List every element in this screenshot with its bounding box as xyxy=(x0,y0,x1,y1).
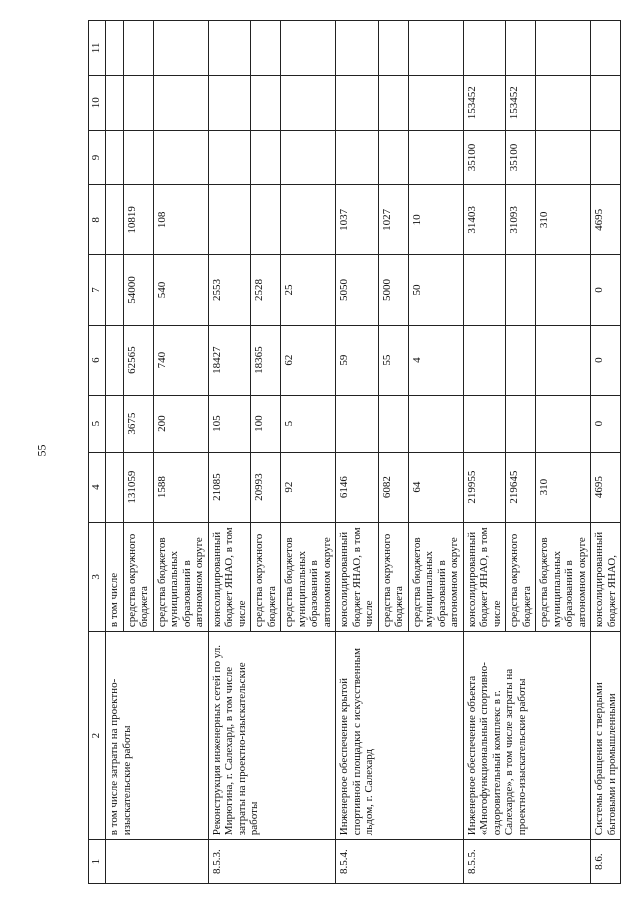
value-cell xyxy=(208,185,251,255)
value-cell: 4695 xyxy=(591,452,621,522)
value-cell xyxy=(208,21,251,76)
value-cell xyxy=(378,75,408,130)
value-cell xyxy=(208,130,251,185)
value-cell: 18365 xyxy=(251,325,281,395)
value-cell xyxy=(106,185,124,255)
funding-source: средства окружного бюджета xyxy=(506,522,536,632)
value-cell: 200 xyxy=(153,395,208,452)
value-cell: 3675 xyxy=(123,395,153,452)
funding-source: средства окружного бюджета xyxy=(378,522,408,632)
value-cell: 100 xyxy=(251,395,281,452)
value-cell: 18427 xyxy=(208,325,251,395)
value-cell xyxy=(506,21,536,76)
column-header-2: 2 xyxy=(89,632,106,840)
value-cell: 92 xyxy=(281,452,336,522)
value-cell: 0 xyxy=(591,255,621,325)
value-cell xyxy=(408,130,463,185)
item-number: 8.5.5. xyxy=(463,840,591,884)
value-cell xyxy=(336,395,379,452)
value-cell: 10819 xyxy=(123,185,153,255)
value-cell: 64 xyxy=(408,452,463,522)
value-cell xyxy=(251,185,281,255)
value-cell xyxy=(123,21,153,76)
column-header-4: 4 xyxy=(89,452,106,522)
item-number: 8.6. xyxy=(591,840,621,884)
value-cell xyxy=(536,75,591,130)
value-cell: 0 xyxy=(591,325,621,395)
column-header-10: 10 xyxy=(89,75,106,130)
value-cell xyxy=(536,255,591,325)
value-cell: 219645 xyxy=(506,452,536,522)
value-cell xyxy=(106,395,124,452)
value-cell: 4 xyxy=(408,325,463,395)
value-cell xyxy=(106,21,124,76)
value-cell xyxy=(378,395,408,452)
value-cell xyxy=(536,325,591,395)
funding-source: консолидированный бюджет ЯНАО, xyxy=(591,522,621,632)
value-cell xyxy=(378,130,408,185)
value-cell xyxy=(123,75,153,130)
value-cell xyxy=(408,395,463,452)
funding-source: средства бюджетов муниципальных образований в автономном округе xyxy=(281,522,336,632)
column-header-3: 3 xyxy=(89,522,106,632)
value-cell: 131059 xyxy=(123,452,153,522)
funding-source: средства окружного бюджета xyxy=(251,522,281,632)
value-cell: 5 xyxy=(281,395,336,452)
column-header-8: 8 xyxy=(89,185,106,255)
value-cell xyxy=(506,395,536,452)
value-cell: 5000 xyxy=(378,255,408,325)
item-name: в том числе затраты на проектно-изыскательские работы xyxy=(106,632,209,840)
value-cell: 54000 xyxy=(123,255,153,325)
item-name: Системы обращения с твердыми бытовыми и промышленными xyxy=(591,632,621,840)
value-cell xyxy=(106,325,124,395)
funding-source: консолидированный бюджет ЯНАО, в том числе xyxy=(463,522,506,632)
value-cell xyxy=(106,75,124,130)
column-header-9: 9 xyxy=(89,130,106,185)
value-cell xyxy=(408,75,463,130)
value-cell: 62 xyxy=(281,325,336,395)
value-cell: 10 xyxy=(408,185,463,255)
value-cell: 1027 xyxy=(378,185,408,255)
table-row xyxy=(336,21,379,884)
value-cell xyxy=(153,21,208,76)
value-cell: 55 xyxy=(378,325,408,395)
value-cell: 219955 xyxy=(463,452,506,522)
value-cell xyxy=(251,75,281,130)
value-cell xyxy=(591,21,621,76)
value-cell: 2553 xyxy=(208,255,251,325)
value-cell xyxy=(536,395,591,452)
column-header-5: 5 xyxy=(89,395,106,452)
rotated-table-container xyxy=(88,20,618,884)
column-header-6: 6 xyxy=(89,325,106,395)
value-cell: 5050 xyxy=(336,255,379,325)
value-cell: 540 xyxy=(153,255,208,325)
value-cell: 59 xyxy=(336,325,379,395)
value-cell xyxy=(506,325,536,395)
funding-source: консолидированный бюджет ЯНАО, в том числе xyxy=(336,522,379,632)
value-cell: 31403 xyxy=(463,185,506,255)
value-cell xyxy=(408,21,463,76)
value-cell: 6082 xyxy=(378,452,408,522)
value-cell: 6146 xyxy=(336,452,379,522)
value-cell xyxy=(106,452,124,522)
value-cell xyxy=(251,21,281,76)
value-cell xyxy=(123,130,153,185)
header-row xyxy=(89,21,106,884)
funding-source: средства бюджетов муниципальных образований в автономном округе xyxy=(408,522,463,632)
value-cell: 310 xyxy=(536,185,591,255)
value-cell: 35100 xyxy=(506,130,536,185)
value-cell xyxy=(336,21,379,76)
item-name: Инженерное обеспечение объекта «Многофункциональный спортивно-оздоровительный комплекс в г. Салехарде», в том числе затраты на проектно-изыскательские работы xyxy=(463,632,591,840)
value-cell: 20993 xyxy=(251,452,281,522)
value-cell xyxy=(281,130,336,185)
item-number: 8.5.3. xyxy=(208,840,336,884)
value-cell: 108 xyxy=(153,185,208,255)
value-cell xyxy=(378,21,408,76)
value-cell xyxy=(463,21,506,76)
funding-source: консолидированный бюджет ЯНАО, в том числе xyxy=(208,522,251,632)
funding-source: в том числе xyxy=(106,522,124,632)
table-row xyxy=(591,21,621,884)
value-cell: 0 xyxy=(591,395,621,452)
page-number: 55 xyxy=(34,444,49,457)
funding-source: средства бюджетов муниципальных образований в автономном округе xyxy=(536,522,591,632)
value-cell: 2528 xyxy=(251,255,281,325)
value-cell: 35100 xyxy=(463,130,506,185)
value-cell: 4695 xyxy=(591,185,621,255)
value-cell: 1037 xyxy=(336,185,379,255)
table-row xyxy=(106,21,124,884)
value-cell: 25 xyxy=(281,255,336,325)
value-cell xyxy=(506,255,536,325)
value-cell: 105 xyxy=(208,395,251,452)
value-cell: 740 xyxy=(153,325,208,395)
value-cell: 62565 xyxy=(123,325,153,395)
value-cell: 50 xyxy=(408,255,463,325)
value-cell xyxy=(463,255,506,325)
value-cell: 153452 xyxy=(463,75,506,130)
value-cell xyxy=(336,75,379,130)
value-cell: 310 xyxy=(536,452,591,522)
budget-table xyxy=(88,20,621,884)
value-cell xyxy=(106,130,124,185)
value-cell xyxy=(281,185,336,255)
column-header-11: 11 xyxy=(89,21,106,76)
value-cell: 21085 xyxy=(208,452,251,522)
item-name: Реконструкция инженерных сетей по ул. Мирюгина, г. Салехард, в том числе затраты на проектно-изыскательские работы xyxy=(208,632,336,840)
value-cell xyxy=(153,130,208,185)
value-cell xyxy=(251,130,281,185)
column-header-7: 7 xyxy=(89,255,106,325)
value-cell: 1588 xyxy=(153,452,208,522)
value-cell xyxy=(208,75,251,130)
value-cell xyxy=(463,395,506,452)
value-cell xyxy=(463,325,506,395)
item-number xyxy=(106,840,209,884)
value-cell xyxy=(106,255,124,325)
value-cell xyxy=(153,75,208,130)
value-cell xyxy=(281,21,336,76)
item-number: 8.5.4. xyxy=(336,840,464,884)
funding-source: средства окружного бюджета xyxy=(123,522,153,632)
value-cell xyxy=(591,75,621,130)
value-cell: 153452 xyxy=(506,75,536,130)
value-cell xyxy=(536,21,591,76)
item-name: Инженерное обеспечение крытой спортивной площадки с искусственным льдом, г. Салехард xyxy=(336,632,464,840)
value-cell xyxy=(281,75,336,130)
table-row xyxy=(463,21,506,884)
table-row xyxy=(208,21,251,884)
funding-source: средства бюджетов муниципальных образований в автономном округе xyxy=(153,522,208,632)
value-cell xyxy=(536,130,591,185)
value-cell: 31093 xyxy=(506,185,536,255)
column-header-1: 1 xyxy=(89,840,106,884)
value-cell xyxy=(591,130,621,185)
value-cell xyxy=(336,130,379,185)
